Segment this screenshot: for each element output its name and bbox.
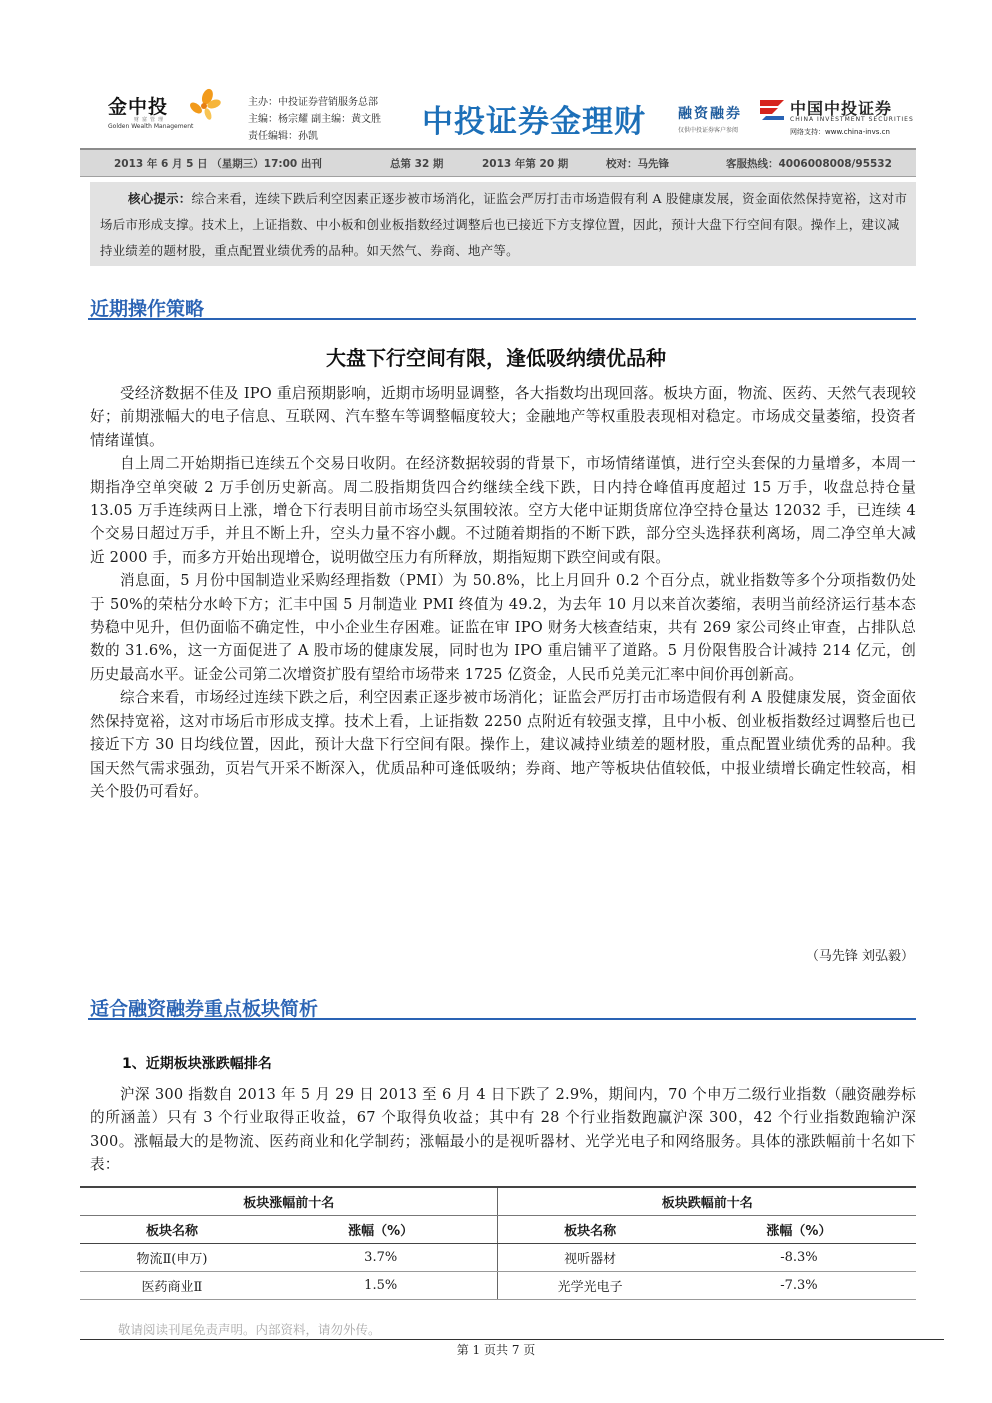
tips-label: 核心提示： bbox=[128, 191, 192, 206]
col-change: 涨幅（%） bbox=[264, 1216, 498, 1244]
issue-info-bar bbox=[80, 148, 916, 177]
sector-body bbox=[90, 1083, 916, 1177]
table-row bbox=[80, 1244, 916, 1272]
sector-ranking-table bbox=[80, 1186, 916, 1300]
paragraph: 消息面，5 月份中国制造业采购经理指数（PMI）为 50.8%，比上月回升 0.2 个百分点，就业指数等多个分项指数仍处于 50%的荣枯分水岭下方；汇丰中国 5 月制造业 PMI 终值为 49.2，为去年 10 月以来首次萎缩，表明当前经济运行基本态势稳中见升，但仍面临不确定性，中小企业生存困难。证监在审 IPO 财务大核查结束，共有 269 家公司终止审查，占排队总数的 31.6%，这一方面促进了 A 股市场的健康发展，同时也为 IPO 重启铺平了道路。5 月份限售股合计减持 214 亿元，创历史最高水平。证金公司第二次增资扩股有望给市场带来 1725 亿资金，人民币兑美元汇率中间价再创新高。 bbox=[90, 572, 916, 683]
cell: 物流Ⅱ(申万) bbox=[80, 1244, 264, 1272]
editor-line: 主办：中投证券营销服务总部 bbox=[248, 97, 378, 108]
golden-wealth-logo bbox=[104, 90, 224, 138]
sector-ranking-subhead: 1、近期板块涨跌幅排名 bbox=[122, 1056, 272, 1072]
logo-left-en: Golden Wealth Management bbox=[108, 123, 194, 130]
cell: -7.3% bbox=[682, 1272, 916, 1300]
paragraph: 沪深 300 指数自 2013 年 5 月 29 日 2013 至 6 月 4 日下跌了 2.9%，期间内，70 个申万二级行业指数（融资融券标的所涵盖）只有 3 个行业取得正收益，67 个取得负收益；其中有 28 个行业指数跑赢沪深 300，42 个行业指数跑输沪深 300。涨幅最大的是物流、医药商业和化学制药；涨幅最小的是视听器材、光学光电子和网络服务。具体的涨跌幅前十名如下表： bbox=[90, 1086, 916, 1174]
section-title-strategy: 近期操作策略 bbox=[90, 298, 205, 320]
editor-line: 责任编辑：孙凯 bbox=[248, 131, 318, 142]
margin-trading-badge: 融资融券 bbox=[678, 106, 742, 122]
cell: 3.7% bbox=[264, 1244, 498, 1272]
paragraph: 综合来看，市场经过连续下跌之后，利空因素正逐步被市场消化；证监会严厉打击市场造假有利 A 股健康发展，资金面依然保持宽裕，这对市场后市形成支撑。技术上看，上证指数 2250 点附近有较强支撑，且中小板、创业板指数经过调整后也已接近下方 30 日均线位置，因此，预计大盘下行空间有限。操作上，建议减持业绩差的题材股，重点配置业绩优秀的品种。我国天然气需求强劲，页岩气开采不断深入，优质品种可逢低吸纳；券商、地产等板块估值较低，中报业绩增长确定性较高，相关个股仍可看好。 bbox=[90, 689, 916, 800]
badge-subtitle: 仅供中投证券客户参阅 bbox=[678, 127, 739, 134]
strategy-body bbox=[90, 382, 916, 803]
table-column-header bbox=[80, 1216, 916, 1244]
top-gainers-header: 板块涨幅前十名 bbox=[80, 1187, 498, 1216]
section-divider bbox=[88, 318, 916, 320]
issue-date: 2013 年 6 月 5 日 （星期三）17:00 出刊 bbox=[114, 158, 322, 170]
section-title-sectors: 适合融资融券重点板块简析 bbox=[90, 998, 319, 1020]
top-losers-header: 板块跌幅前十名 bbox=[498, 1187, 916, 1216]
disclaimer-note: 敬请阅读刊尾免责声明。内部资料，请勿外传。 bbox=[118, 1322, 381, 1337]
article-author: （马先锋 刘弘毅） bbox=[805, 949, 914, 964]
table-row bbox=[80, 1272, 916, 1300]
tips-text: 综合来看，连续下跌后利空因素正逐步被市场消化，证监会严厉打击市场造假有利 A 股健康发展，资金面依然保持宽裕，这对市场后市形成支撑。技术上，上证指数、中小板和创业板指数经过调整后也已接近下方支撑位置，因此，预计大盘下行空间有限。操作上，建议减持业绩差的题材股，重点配置业绩优秀的品种。如天然气、券商、地产等。 bbox=[100, 191, 908, 258]
col-change: 涨幅（%） bbox=[682, 1216, 916, 1244]
publication-title: 中投证券金理财 bbox=[422, 104, 646, 140]
paragraph: 自上周二开始期指已连续五个交易日收阴。在经济数据较弱的背景下，市场情绪谨慎，进行空头套保的力量增多，本周一期指净空单突破 2 万手创历史新高。周二股指期货四合约继续全线下跌，日内持仓峰值再度超过 15 万手，收盘总持仓量 13.05 万手连续两日上涨，增仓下行表明目前市场空头氛围较浓。空方大佬中证期货席位净空持仓量达 12032 手，已连续 4 个交易日超过万手，并且不断上升，空头力量不容小觑。不过随着期指的不断下跌，部分空头选择获利离场，周二净空单大减近 2000 手，而多方开始出现增仓，说明做空压力有所释放，期指短期下跌空间或有限。 bbox=[90, 455, 916, 566]
cell: 医药商业Ⅱ bbox=[80, 1272, 264, 1300]
section-divider bbox=[88, 1018, 916, 1020]
logo-right-en: CHINA INVESTMENT SECURITIES bbox=[790, 116, 914, 123]
page-number: 第 1 页共 7 页 bbox=[456, 1343, 536, 1357]
editor-credits bbox=[248, 94, 381, 145]
logo-right-cn: 中国中投证券 bbox=[790, 99, 893, 118]
logo-left-cn: 金中投 bbox=[108, 96, 169, 118]
website-support: 网络支持：www.china-invs.cn bbox=[790, 128, 890, 136]
proofreader: 校对：马先锋 bbox=[606, 158, 669, 170]
logo-left-sub: 财富管理 bbox=[134, 117, 167, 123]
col-sector-name: 板块名称 bbox=[498, 1216, 682, 1244]
issue-year: 2013 年第 20 期 bbox=[482, 158, 569, 170]
flower-logo-icon bbox=[184, 88, 224, 124]
cell: 光学光电子 bbox=[498, 1272, 682, 1300]
cell: -8.3% bbox=[682, 1244, 916, 1272]
issue-total: 总第 32 期 bbox=[390, 158, 444, 170]
table-group-header bbox=[80, 1187, 916, 1216]
cis-emblem-icon bbox=[756, 96, 788, 122]
masthead bbox=[0, 0, 992, 150]
footer-divider bbox=[80, 1339, 944, 1340]
cell: 视听器材 bbox=[498, 1244, 682, 1272]
cell: 1.5% bbox=[264, 1272, 498, 1300]
core-tips-box bbox=[90, 182, 916, 266]
editor-line: 主编：杨宗耀 副主编：黄文胜 bbox=[248, 114, 382, 125]
china-investment-securities-logo bbox=[756, 94, 916, 140]
service-hotline: 客服热线：4006008008/95532 bbox=[726, 158, 892, 170]
article-title: 大盘下行空间有限，逢低吸纳绩优品种 bbox=[326, 346, 666, 370]
paragraph: 受经济数据不佳及 IPO 重启预期影响，近期市场明显调整，各大指数均出现回落。板块方面，物流、医药、天然气表现较好；前期涨幅大的电子信息、互联网、汽车整车等调整幅度较大；金融地产等权重股表现相对稳定。市场成交量萎缩，投资者情绪谨慎。 bbox=[90, 385, 916, 449]
col-sector-name: 板块名称 bbox=[80, 1216, 264, 1244]
